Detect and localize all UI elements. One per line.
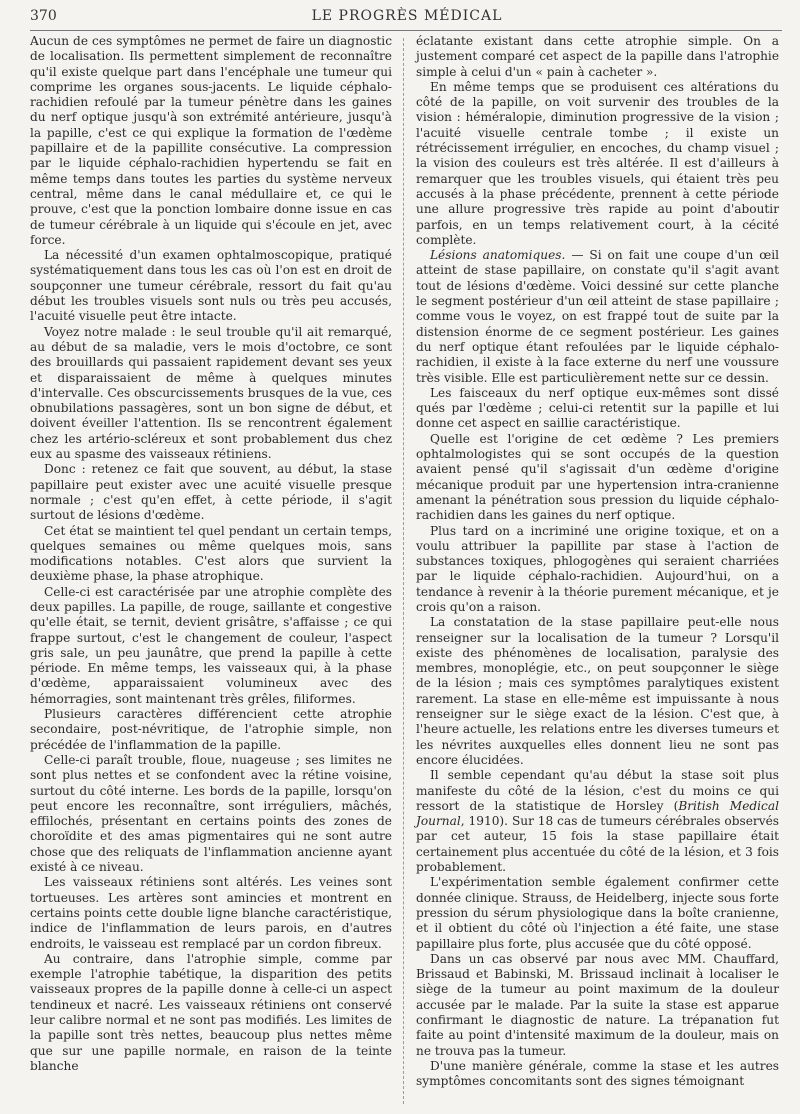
paragraph: Plus tard on a incriminé une origine toxique, et on a voulu attribuer la papillite par stase à l'action de substances toxiques, phlogogènes qui seraient charriées par le liquide céphalo-rachidien. Aujourd'hui, on a tendance à revenir à la théorie purement mécanique, et je crois qu'on a raison. (416, 523, 779, 614)
paragraph: Aucun de ces symptômes ne permet de faire un diagnostic de localisation. Ils permettent simplement de reconnaître qu'il existe quelque part dans l'encéphale une tumeur qui comprime les organes sous-jacents. Le liquide céphalo-rachidien refoulé par la tumeur pénètre dans les gaines du nerf optique jusqu'à son extrémité antérieure, jusqu'à la papille, c'est ce qui explique la formation de l'œdème papillaire et de la papillite consécutive. La compression par le liquide céphalo-rachidien hypertendu se fait en même temps dans toutes les parties du système nerveux central, même dans le canal médullaire et, ce qui le prouve, c'est que la ponction lombaire donne issue en cas de tumeur cérébrale à un liquide qui s'écoule en jet, avec force. (30, 34, 392, 247)
paragraph: Les vaisseaux rétiniens sont altérés. Les veines sont tortueuses. Les artères sont amincies et montrent en certains points cette double ligne blanche caractéristique, indice de l'inflammation de leurs parois, en d'autres endroits, le vaisseau est remplacé par un cordon fibreux. (30, 875, 392, 951)
paragraph: Voyez notre malade : le seul trouble qu'il ait remarqué, au début de sa maladie, vers le mois d'octobre, ce sont des brouillards qui passaient rapidement devant ses yeux et disparaissaient de même à quelques minutes d'intervalle. Ces obscurcissements brusques de la vue, ces obnubilations passagères, sont un bon signe de début, et doivent éveiller l'attention. Ils se rencontrent également chez les artério-scléreux et sont probablement dus chez eux au spasme des vaisseaux rétiniens. (30, 324, 392, 462)
paragraph: Plusieurs caractères différencient cette atrophie secondaire, post-névritique, de l'atrophie simple, non précédée de l'inflammation de la papille. (30, 707, 392, 752)
paragraph: éclatante existant dans cette atrophie simple. On a justement comparé cet aspect de la papille dans l'atrophie simple à celui d'un « pain à cacheter ». (416, 34, 779, 79)
section-heading: Lésions anatomiques. (430, 248, 566, 263)
paragraph: En même temps que se produisent ces altérations du côté de la papille, on voit survenir des troubles de la vision : héméralopie, diminution progressive de la vision ; l'acuité visuelle centrale tombe ; il existe un rétrécissement irrégulier, en encoches, du champ visuel ; la vision des couleurs est très altérée. Il est d'ailleurs à remarquer que les troubles visuels, qui étaient très peu accusés à la phase précédente, prennent à cette période une allure progressive très rapide au point d'aboutir parfois, en un temps relativement court, à la cécité complète. (416, 79, 779, 247)
paragraph: D'une manière générale, comme la stase et les autres symptômes concomitants sont des signes témoignant (416, 1058, 779, 1089)
paragraph: Au contraire, dans l'atrophie simple, comme par exemple l'atrophie tabétique, la disparition des petits vaisseaux propres de la papille donne à celle-ci un aspect tendineux et nacré. Les vaisseaux rétiniens ont conservé leur calibre normal et ne sont pas modifiés. Les limites de la papille sont très nettes, beaucoup plus nettes même que sur une papille normale, en raison de la teinte blanche (30, 951, 392, 1073)
column-divider (403, 38, 404, 1104)
paragraph-text: , 1910). Sur 18 cas de tumeurs cérébrales observés par cet auteur, 15 fois la stase papillaire était certainement plus accentuée du côté de la lésion, et 3 fois probablement. (416, 814, 779, 875)
page-number: 370 (30, 8, 57, 24)
header-rule (30, 30, 782, 31)
paragraph-text: Il semble cependant qu'au début la stase soit plus manifeste du côté de la lésion, c'est du moins ce qui ressort de la statistique de Horsley ( (416, 768, 779, 813)
paragraph: Celle-ci est caractérisée par une atrophie complète des deux papilles. La papille, de rouge, saillante et congestive qu'elle était, se ternit, devient grisâtre, s'affaisse ; ce qui frappe surtout, c'est le changement de couleur, l'aspect gris sale, un peu jaunâtre, que prend la papille à cette période. En même temps, les vaisseaux qui, à la phase d'œdème, apparaissaient volumineux avec des hémorragies, sont maintenant très grêles, filiformes. (30, 584, 392, 706)
paragraph: Quelle est l'origine de cet œdème ? Les premiers ophtalmologistes qui se sont occupés de la question avaient pensé qu'il s'agissait d'un œdème d'origine mécanique produit par une hypertension intra-cranienne amenant la pénétration sous pression du liquide céphalo-rachidien dans les gaines du nerf optique. (416, 431, 779, 523)
paragraph: L'expérimentation semble également confirmer cette donnée clinique. Strauss, de Heidelberg, injecte sous forte pression du sérum physiologique dans la boîte cranienne, et il obtient du côté où l'injection a été faite, une stase papillaire plus forte, plus accusée que du côté opposé. (416, 875, 779, 951)
page-header (30, 4, 784, 30)
paragraph: La nécessité d'un examen ophtalmoscopique, pratiqué systématiquement dans tous les cas où l'on est en droit de soupçonner une tumeur cérébrale, ressort du fait qu'au début les troubles visuels sont nuls ou très peu accusés, l'acuité visuelle peut être intacte. (30, 248, 392, 324)
paragraph: Celle-ci paraît trouble, floue, nuageuse ; ses limites ne sont plus nettes et se confondent avec la rétine voisine, surtout du côté interne. Les bords de la papille, lorsqu'on peut encore les reconnaître, sont irréguliers, mâchés, effilochés, présentant en certains points des zones de choroïdite et des amas pigmentaires qui ne sont autre chose que des reliquats de l'inflammation ancienne ayant existé à ce niveau. (30, 752, 392, 875)
paragraph: Les faisceaux du nerf optique eux-mêmes sont dissé qués par l'œdème ; celui-ci retentit sur la papille et lui donne cet aspect en saillie caractéristique. (416, 385, 779, 431)
paragraph: La constatation de la stase papillaire peut-elle nous renseigner sur la localisation de la tumeur ? Lorsqu'il existe des phénomènes de localisation, paralysie des membres, monoplégie, etc., on peut soupçonner le siège de la lésion ; mais ces symptômes paralytiques existent rarement. La stase en elle-même est impuissante à nous renseigner sur le siège exact de la lésion. C'est que, à l'heure actuelle, les relations entre les diverses tumeurs et les névrites auxquelles elles donnent lieu ne sont pas encore élucidées. (416, 615, 779, 767)
paragraph: Cet état se maintient tel quel pendant un certain temps, quelques semaines ou même quelques mois, sans modifications notables. C'est alors que survient la deuxième phase, la phase atrophique. (30, 523, 392, 584)
paragraph-lesions (416, 248, 779, 386)
right-column (416, 34, 779, 1089)
running-title: LE PROGRÈS MÉDICAL (311, 8, 503, 24)
paragraph-text: — Si on fait une coupe d'un œil atteint de stase papillaire, on constate qu'il s'agit avant tout de lésions d'œdème. Voici dessiné sur cette planche le segment postérieur d'un œil atteint de stase papillaire ; comme vous le voyez, on est frappé tout de suite par la distension énorme de ce segment postérieur. Les gaines du nerf optique étant refoulées par le liquide céphalo-rachidien, il existe à la face externe du nerf une voussure très visible. Elle est particulièrement nette sur ce dessin. (416, 248, 779, 385)
paragraph-horsley (416, 768, 779, 875)
paragraph: Donc : retenez ce fait que souvent, au début, la stase papillaire peut exister avec une acuité visuelle presque normale ; c'est qu'en effet, à cette période, il s'agit surtout de lésions d'œdème. (30, 462, 392, 523)
journal-citation: British Medical Journal (416, 798, 779, 829)
left-column (30, 34, 392, 1074)
paragraph: Dans un cas observé par nous avec MM. Chauffard, Brissaud et Babinski, M. Brissaud inclinait à localiser le siège de la tumeur au point maximum de la douleur accusée par le malade. Par la suite la stase est apparue confirmant le diagnostic de nature. La trépanation fut faite au point d'intensité maximum de la douleur, mais on ne trouva pas la tumeur. (416, 951, 779, 1058)
